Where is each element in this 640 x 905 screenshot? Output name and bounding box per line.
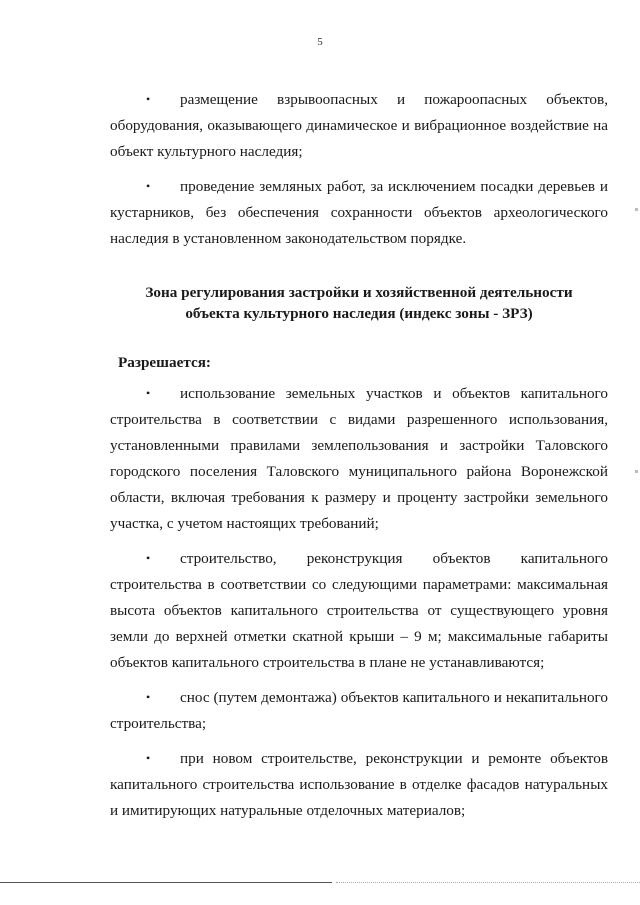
- bullet-icon: •: [146, 386, 151, 400]
- footer-divider: [0, 882, 332, 883]
- list-item-text: использование земельных участков и объектов капитального строительства в соответствии с видами разрешенного использования, установленными правилами землепользования и застройки Таловского городского поселения Таловского муниципального района Воронежской области, включая требования к размеру и проценту застройки земельного участка, с учетом настоящих требований;: [110, 385, 608, 532]
- bullet-icon: •: [146, 751, 151, 765]
- list-item-text: проведение земляных работ, за исключением посадки деревьев и кустарников, без обеспечения сохранности объектов археологического наследия в установленном законодательством порядке.: [110, 178, 608, 247]
- list-item: [110, 86, 608, 165]
- bullet-icon: •: [146, 92, 151, 106]
- scan-mark: [635, 470, 638, 473]
- section-heading-line-1: Зона регулирования застройки и хозяйственной деятельности: [145, 284, 573, 301]
- section-heading-line-2: объекта культурного наследия (индекс зоны - ЗРЗ): [185, 305, 533, 322]
- bullet-icon: •: [146, 551, 151, 565]
- bullet-icon: •: [146, 179, 151, 193]
- list-item: [110, 684, 608, 737]
- page-number: 5: [317, 36, 323, 48]
- list-item-text: строительство, реконструкция объектов капитального строительства в соответствии со следующими параметрами: максимальная высота объектов капитального строительства от существующего уровня земли до верхней отметки скатной крыши – 9 м; максимальные габариты объектов капитального строительства в плане не устанавливаются;: [110, 550, 608, 671]
- list-item-text: снос (путем демонтажа) объектов капитального и некапитального строительства;: [110, 689, 608, 732]
- list-item: [110, 745, 608, 824]
- document-body: [110, 86, 608, 832]
- footer-divider-dotted: [336, 882, 640, 883]
- section-heading: [110, 282, 608, 324]
- scan-mark: [635, 208, 638, 211]
- list-item: [110, 173, 608, 252]
- list-item-text: при новом строительстве, реконструкции и ремонте объектов капитального строительства использование в отделке фасадов натуральных и имитирующих натуральные отделочных материалов;: [110, 750, 608, 819]
- bullet-icon: •: [146, 690, 151, 704]
- list-item: [110, 380, 608, 537]
- list-item: [110, 545, 608, 676]
- list-item-text: размещение взрывоопасных и пожароопасных объектов, оборудования, оказывающего динамическое и вибрационное воздействие на объект культурного наследия;: [110, 91, 608, 160]
- subheading-allowed: Разрешается:: [118, 354, 211, 371]
